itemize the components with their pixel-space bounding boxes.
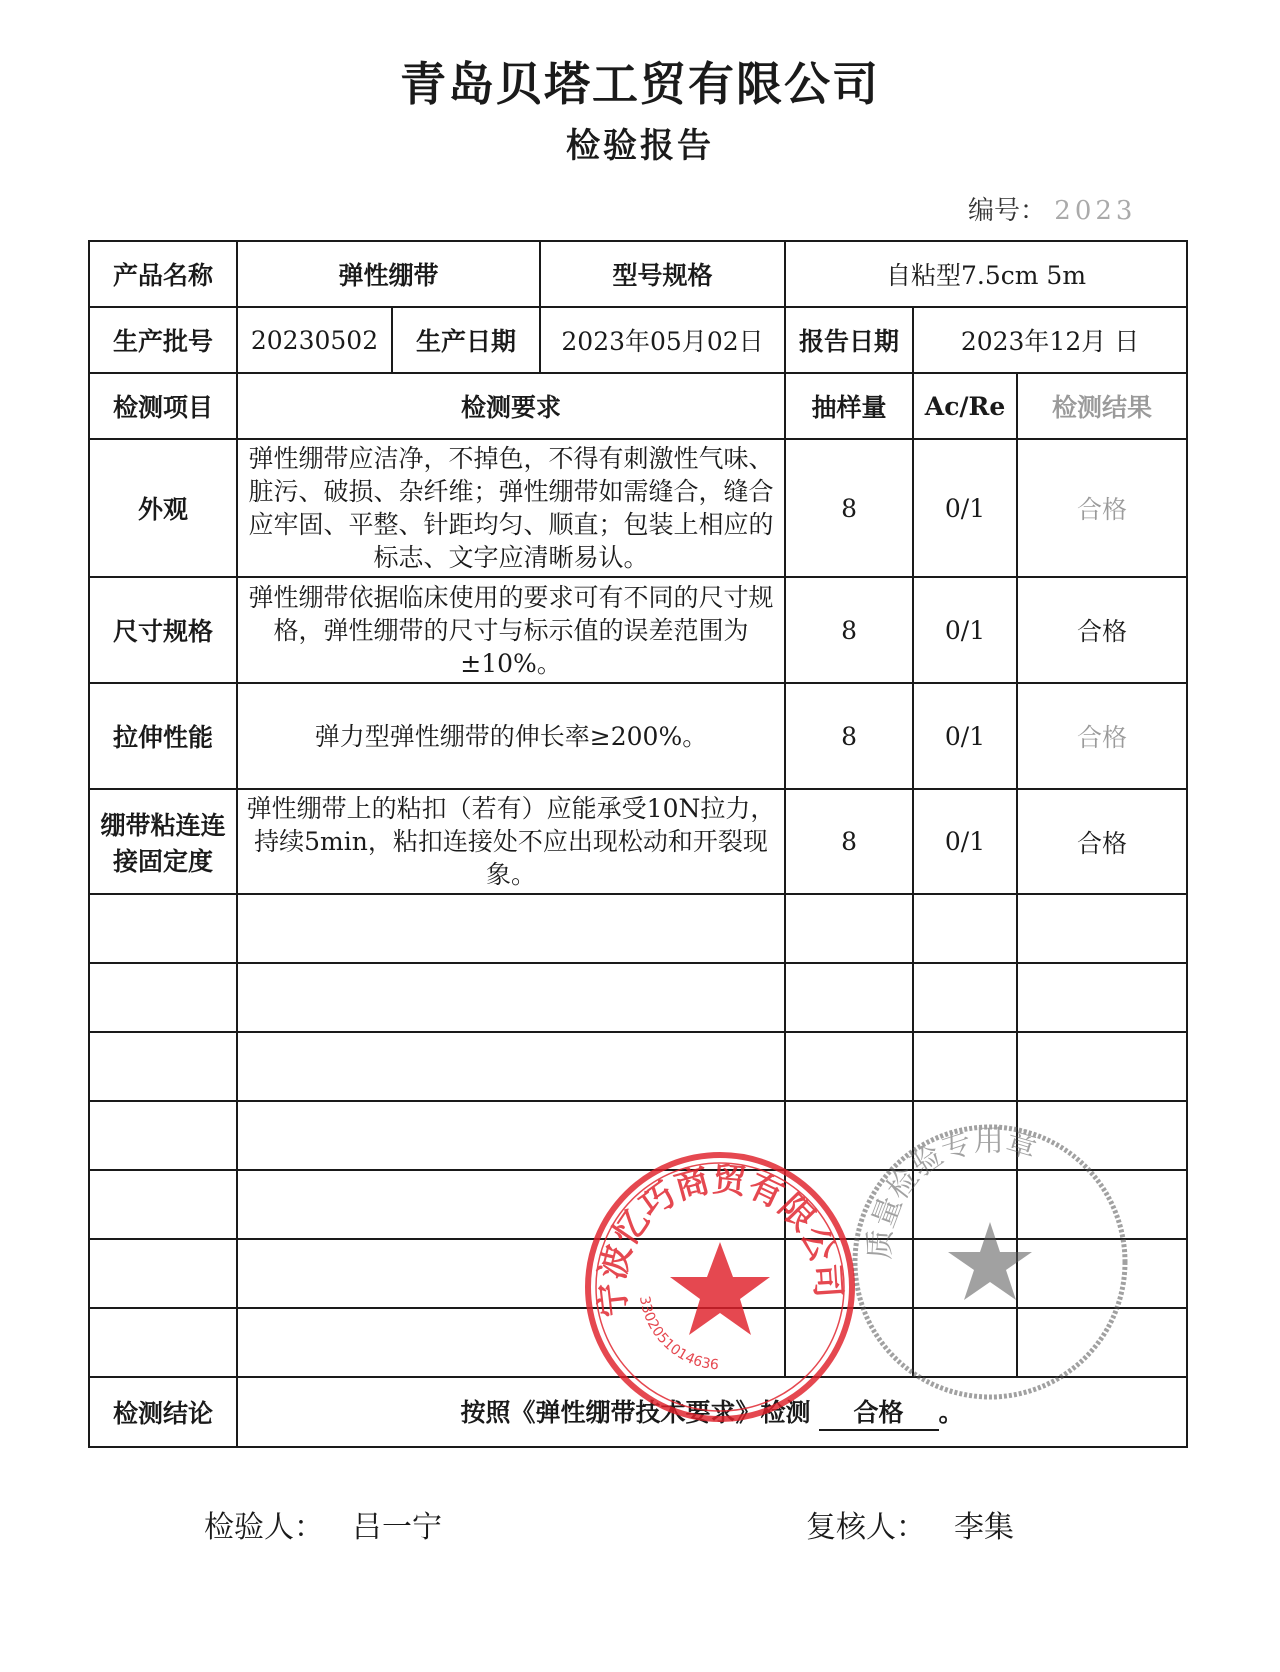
report-date-label: 报告日期: [785, 307, 913, 373]
row-result: 合格: [1017, 439, 1187, 577]
model-value: 自粘型7.5cm 5m: [785, 241, 1187, 307]
grey-stamp-text: 质量检验专用章: [862, 1123, 1041, 1261]
batch-value: 20230502: [237, 307, 392, 373]
col-result: 检测结果: [1017, 373, 1187, 439]
table-row: [89, 439, 1187, 577]
col-requirement: 检测要求: [237, 373, 785, 439]
row-result: 合格: [1017, 683, 1187, 789]
row-sample: 8: [785, 683, 913, 789]
col-acre: Ac/Re: [913, 373, 1017, 439]
column-header-row: [89, 373, 1187, 439]
row-item: 尺寸规格: [89, 577, 237, 683]
info-row-product: [89, 241, 1187, 307]
col-sample: 抽样量: [785, 373, 913, 439]
red-company-seal: [580, 1147, 860, 1427]
serial-label: 编号: [968, 196, 1021, 226]
empty-row: [89, 963, 1187, 1032]
table-row: [89, 577, 1187, 683]
empty-row: [89, 1032, 1187, 1101]
row-requirement: 弹力型弹性绷带的伸长率≥200%。: [237, 683, 785, 789]
model-label: 型号规格: [540, 241, 785, 307]
serial-value: 2023: [1054, 196, 1137, 226]
row-requirement: 弹性绷带应洁净，不掉色，不得有刺激性气味、脏污、破损、杂纤维；弹性绷带如需缝合，缝合应牢固、平整、针距均匀、顺直；包装上相应的标志、文字应清晰易认。: [237, 439, 785, 577]
row-item: 绷带粘连连接固定度: [89, 789, 237, 894]
empty-row: [89, 894, 1187, 963]
table-row: [89, 789, 1187, 894]
product-name-value: 弹性绷带: [237, 241, 540, 307]
grey-inspection-stamp: [840, 1112, 1140, 1412]
row-sample: 8: [785, 789, 913, 894]
document-title: 检验报告: [566, 126, 714, 166]
prod-date-label: 生产日期: [392, 307, 540, 373]
row-result: 合格: [1017, 577, 1187, 683]
row-acre: 0/1: [913, 439, 1017, 577]
row-acre: 0/1: [913, 683, 1017, 789]
reviewer-label: 复核人：: [806, 1510, 926, 1545]
row-acre: 0/1: [913, 577, 1017, 683]
info-row-batch: [89, 307, 1187, 373]
product-name-label: 产品名称: [89, 241, 237, 307]
table-row: [89, 683, 1187, 789]
conclusion-suffix: 。: [938, 1398, 964, 1427]
prod-date-value: 2023年05月02日: [540, 307, 785, 373]
reviewer-name: 李集: [954, 1510, 1014, 1545]
row-item: 外观: [89, 439, 237, 577]
inspector-name: 吕一宁: [352, 1510, 442, 1545]
serial-number: 编号： 2023: [968, 196, 1137, 226]
row-requirement: 弹性绷带依据临床使用的要求可有不同的尺寸规格，弹性绷带的尺寸与标示值的误差范围为±10%。: [237, 577, 785, 683]
red-seal-text: 宁波忆巧商贸有限公司: [591, 1159, 848, 1319]
row-sample: 8: [785, 439, 913, 577]
report-date-value: 2023年12月 日: [913, 307, 1187, 373]
batch-label: 生产批号: [89, 307, 237, 373]
conclusion-prefix: 按照《弹性绷带技术要求》检测: [460, 1398, 811, 1427]
row-requirement: 弹性绷带上的粘扣（若有）应能承受10N拉力，持续5min，粘扣连接处不应出现松动和开裂现象。: [237, 789, 785, 894]
company-name: 青岛贝塔工贸有限公司: [400, 57, 880, 111]
reviewer-signature: [806, 1502, 1014, 1546]
col-item: 检测项目: [89, 373, 237, 439]
red-seal-number: 3302051014636: [635, 1294, 720, 1374]
row-result: 合格: [1017, 789, 1187, 894]
svg-text:质量检验专用章: [862, 1124, 1040, 1261]
row-acre: 0/1: [913, 789, 1017, 894]
inspector-signature: [204, 1502, 442, 1546]
conclusion-result: 合格: [819, 1393, 939, 1431]
conclusion-label: 检测结论: [89, 1377, 237, 1447]
row-item: 拉伸性能: [89, 683, 237, 789]
inspector-label: 检验人：: [204, 1510, 324, 1545]
row-sample: 8: [785, 577, 913, 683]
